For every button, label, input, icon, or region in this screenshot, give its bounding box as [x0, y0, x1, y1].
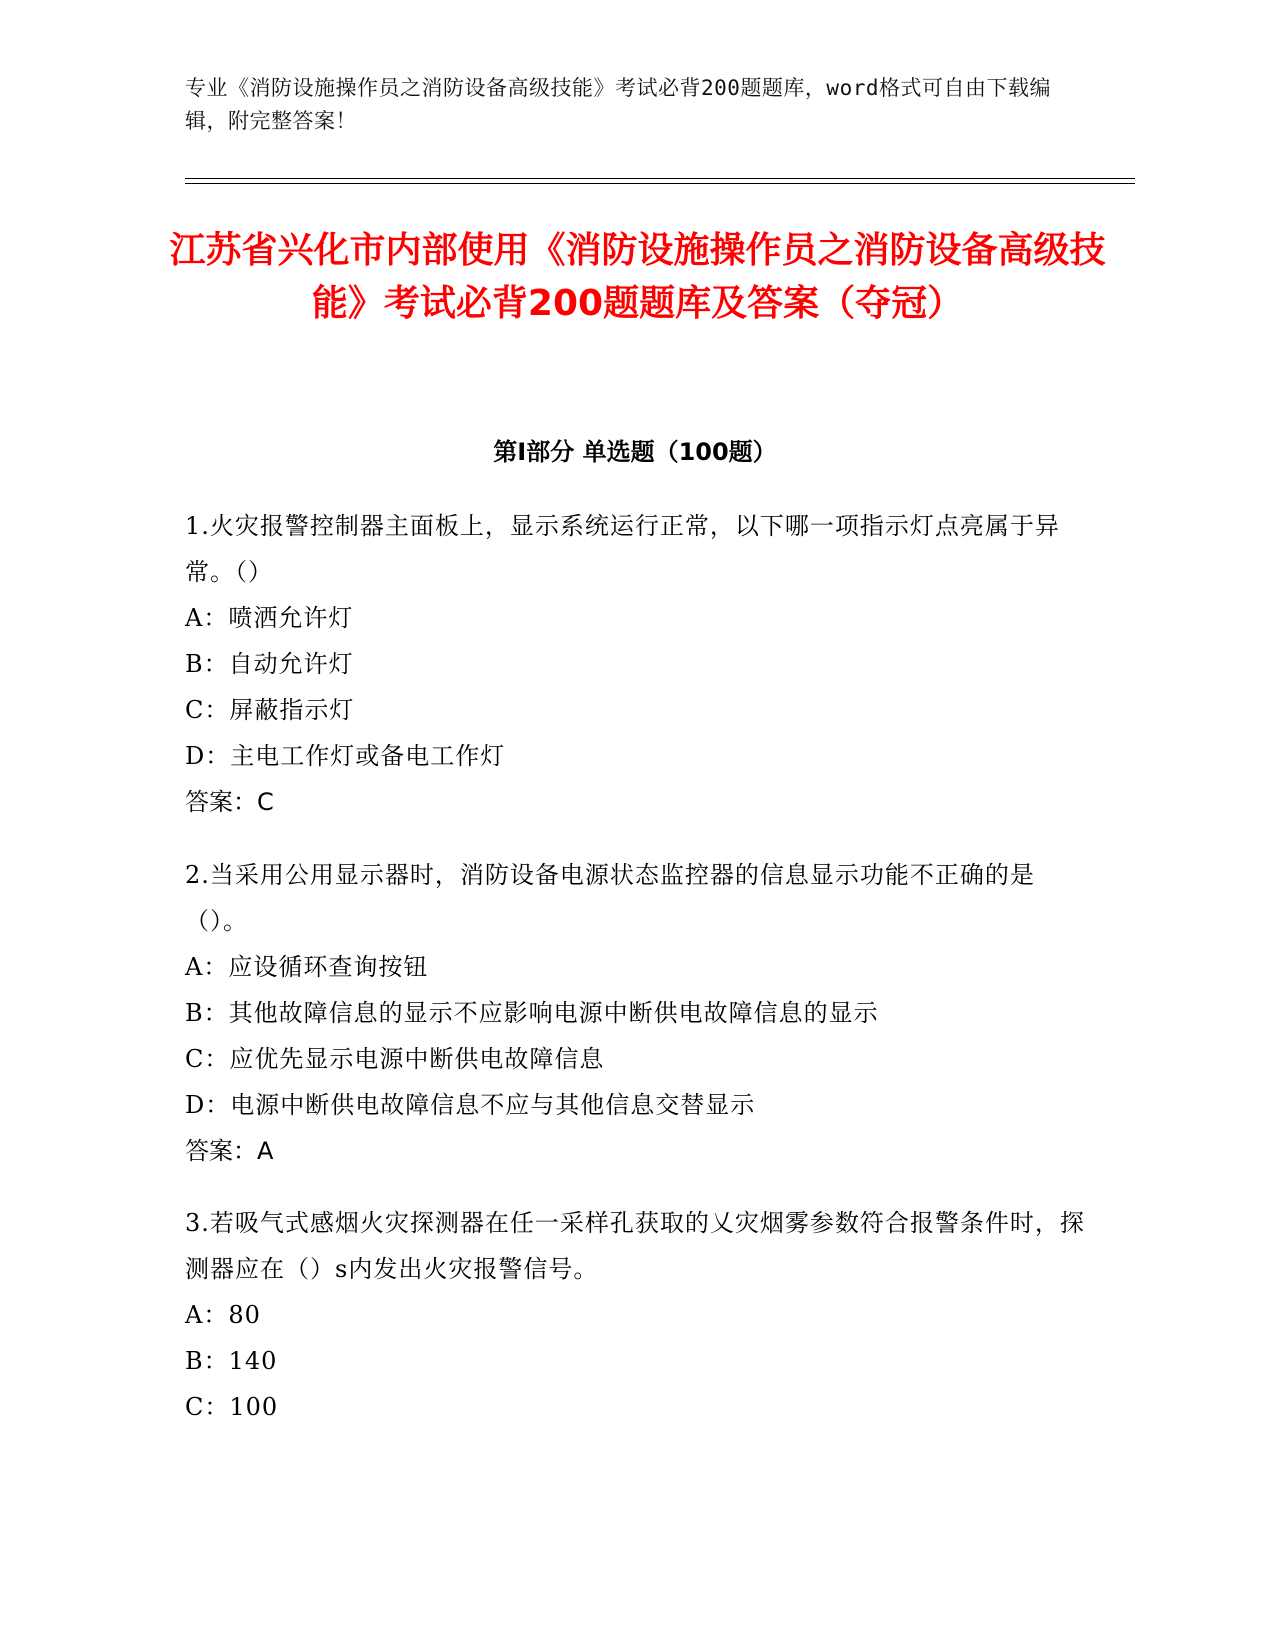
option-d: D：主电工作灯或备电工作灯	[185, 742, 506, 770]
option-a: A：80	[185, 1301, 261, 1329]
answer: 答案：C	[185, 788, 274, 816]
question-stem: 3.若吸气式感烟火灾探测器在任一采样孔获取的乂灾烟雾参数符合报警条件时，探测器应在（）s内发出火灾报警信号。	[185, 1209, 1085, 1283]
header-note: 专业《消防设施操作员之消防设备高级技能》考试必背200题题库，word格式可自由下载编辑，附完整答案！	[185, 76, 1051, 133]
option-c: C：屏蔽指示灯	[185, 696, 355, 724]
option-d: D：电源中断供电故障信息不应与其他信息交替显示	[185, 1091, 756, 1119]
question-2	[185, 852, 1085, 1174]
header-divider-bottom	[185, 183, 1135, 184]
option-c: C：应优先显示电源中断供电故障信息	[185, 1045, 605, 1073]
header-divider-top	[185, 178, 1135, 179]
option-c: C：100	[185, 1393, 279, 1421]
question-3	[185, 1200, 1085, 1430]
option-a: A：应设循环查询按钮	[185, 953, 429, 981]
section-heading: 第I部分 单选题（100题）	[493, 438, 777, 466]
document-title: 江苏省兴化市内部使用《消防设施操作员之消防设备高级技能》考试必背200题题库及答案（夺冠）	[169, 230, 1106, 324]
option-a: A：喷洒允许灯	[185, 604, 354, 632]
option-b: B：其他故障信息的显示不应影响电源中断供电故障信息的显示	[185, 999, 879, 1027]
question-stem: 2.当采用公用显示器时，消防设备电源状态监控器的信息显示功能不正确的是（）。	[185, 861, 1035, 935]
question-stem: 1.火灾报警控制器主面板上，显示系统运行正常，以下哪一项指示灯点亮属于异常。（）	[185, 512, 1060, 586]
option-b: B：140	[185, 1347, 278, 1375]
answer: 答案：A	[185, 1137, 274, 1165]
question-1	[185, 503, 1085, 825]
option-b: B：自动允许灯	[185, 650, 354, 678]
